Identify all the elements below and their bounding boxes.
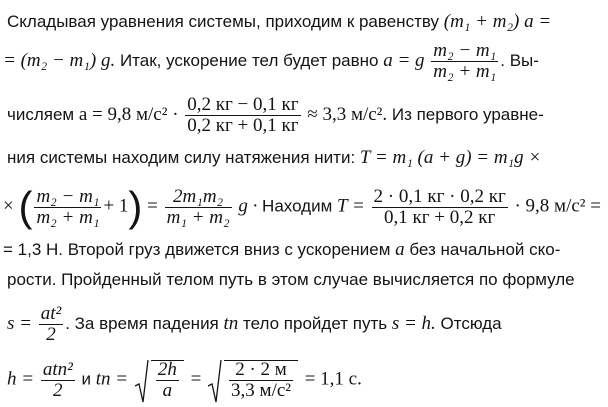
radical-sign-icon: [208, 360, 222, 404]
text-l2b: Вы-: [509, 50, 539, 70]
fraction-7-den: 2: [53, 379, 63, 401]
text-l6: = 1,3 Н. Второй груз движется вниз с ускорением: [3, 240, 391, 259]
text-l6b: без начальной ско-: [409, 240, 561, 259]
formula-g-dot: g ·: [238, 195, 258, 217]
sqrt-1: [135, 360, 184, 400]
fraction-sq1: [156, 361, 179, 400]
fraction-1-den: m₂ + m₁: [433, 61, 497, 82]
fraction-6-den: 2: [46, 324, 56, 345]
fraction-7: [41, 358, 75, 401]
fraction-6: [39, 305, 63, 344]
text-l4: ния системы находим силу натяжения нити:: [7, 148, 356, 167]
fraction-3-num: m₂ − m₁: [36, 185, 100, 207]
fraction-sq2-num: 2 · 2 м: [229, 361, 293, 381]
right-paren: ): [128, 183, 143, 230]
fraction-sq1-den: a: [162, 380, 173, 401]
formula-T-eq: T = m₁ (a + g) = m₁g ×: [359, 147, 542, 168]
fraction-2: [185, 96, 300, 135]
line-8: s = $\frac{\text{at²}}{2}$ . За время падения tп тело пройдет путь s = h. Отсюда: [7, 303, 502, 345]
line-3: [7, 96, 608, 135]
text-l9: и: [81, 369, 92, 389]
formula-t-p: tп: [223, 312, 239, 334]
formula-eq-mid: =: [147, 195, 158, 217]
formula-T-calc: T =: [337, 195, 365, 217]
sqrt-2: [208, 360, 298, 400]
formula-eq2: =: [190, 368, 202, 390]
formula-eq1a: (m₁ + m₂) a =: [443, 11, 552, 32]
fraction-2-den: 0,2 кг + 0,1 кг: [187, 115, 299, 136]
line-1: [7, 12, 608, 32]
formula-final: = 1,1 с.: [304, 368, 362, 390]
text-l3: числяем: [7, 104, 75, 124]
formula-tp-eq: tп =: [95, 368, 129, 390]
fraction-5: [372, 185, 508, 228]
formula-h-eq: h =: [7, 368, 35, 390]
line-4: [7, 148, 608, 168]
fraction-1-num: m₂ − m₁: [433, 40, 497, 61]
left-paren: (: [18, 183, 33, 230]
formula-calc-a-res: ≈ 3,3 м/с².: [307, 103, 388, 125]
fraction-4: [165, 185, 232, 228]
fraction-2-num: 0,2 кг − 0,1 кг: [187, 94, 299, 115]
formula-T-res: · 9,8 м/с² =: [514, 195, 601, 217]
text-l8b: тело пройдет путь: [243, 313, 388, 333]
formula-a-eq: a = g: [383, 49, 425, 71]
fraction-sq1-num: 2h: [157, 359, 177, 380]
fraction-3: [34, 185, 101, 228]
fraction-sq2: [229, 361, 293, 400]
fraction-1: [431, 42, 498, 81]
fraction-4-den: m₁ + m₂: [166, 206, 230, 228]
fraction-5-den: 0,1 кг + 0,2 кг: [384, 206, 496, 228]
radical-sign-icon: [135, 360, 149, 404]
formula-s-eq: s =: [7, 312, 32, 334]
text-l8c: Отсюда: [440, 313, 502, 333]
formula-s-h: s = h.: [391, 312, 436, 334]
fraction-3-den: m₂ + m₁: [36, 206, 100, 228]
fraction-5-num: 2 · 0,1 кг · 0,2 кг: [373, 185, 506, 207]
text-l8: За время падения: [74, 313, 219, 333]
formula-times: ×: [3, 195, 14, 217]
formula-eq1b: = (m₂ − m₁) g.: [3, 49, 116, 71]
text-l1: Складывая уравнения системы, приходим к равенству: [7, 12, 440, 31]
line-2: = (m₂ − m₁) g. Итак, ускорение тел будет равно a = g $\frac{\text{m₂ − m₁}}{\text{m₂ + m₁}}$ . Вы-: [3, 40, 539, 82]
line-5: [3, 183, 608, 230]
text-l3b: Из первого уравне-: [391, 104, 544, 124]
line-7: [7, 270, 608, 290]
fraction-7-num: atп²: [42, 358, 73, 380]
formula-calc-a: a = 9,8 м/с² ·: [78, 103, 179, 125]
line-9: [7, 360, 608, 400]
formula-plus1: + 1: [103, 195, 129, 217]
fraction-sq2-den: 3,3 м/с²: [231, 380, 291, 401]
fraction-6-num: at²: [40, 303, 62, 324]
fraction-4-num: 2m₁m₂: [165, 188, 232, 208]
text-l2: Итак, ускорение тел будет равно: [119, 50, 379, 70]
line-6: [3, 240, 608, 260]
text-l7: рости. Пройденный телом путь в этом случае вычисляется по формуле: [7, 270, 575, 289]
formula-a-var: a: [395, 239, 405, 260]
text-l5: Находим: [262, 196, 333, 216]
